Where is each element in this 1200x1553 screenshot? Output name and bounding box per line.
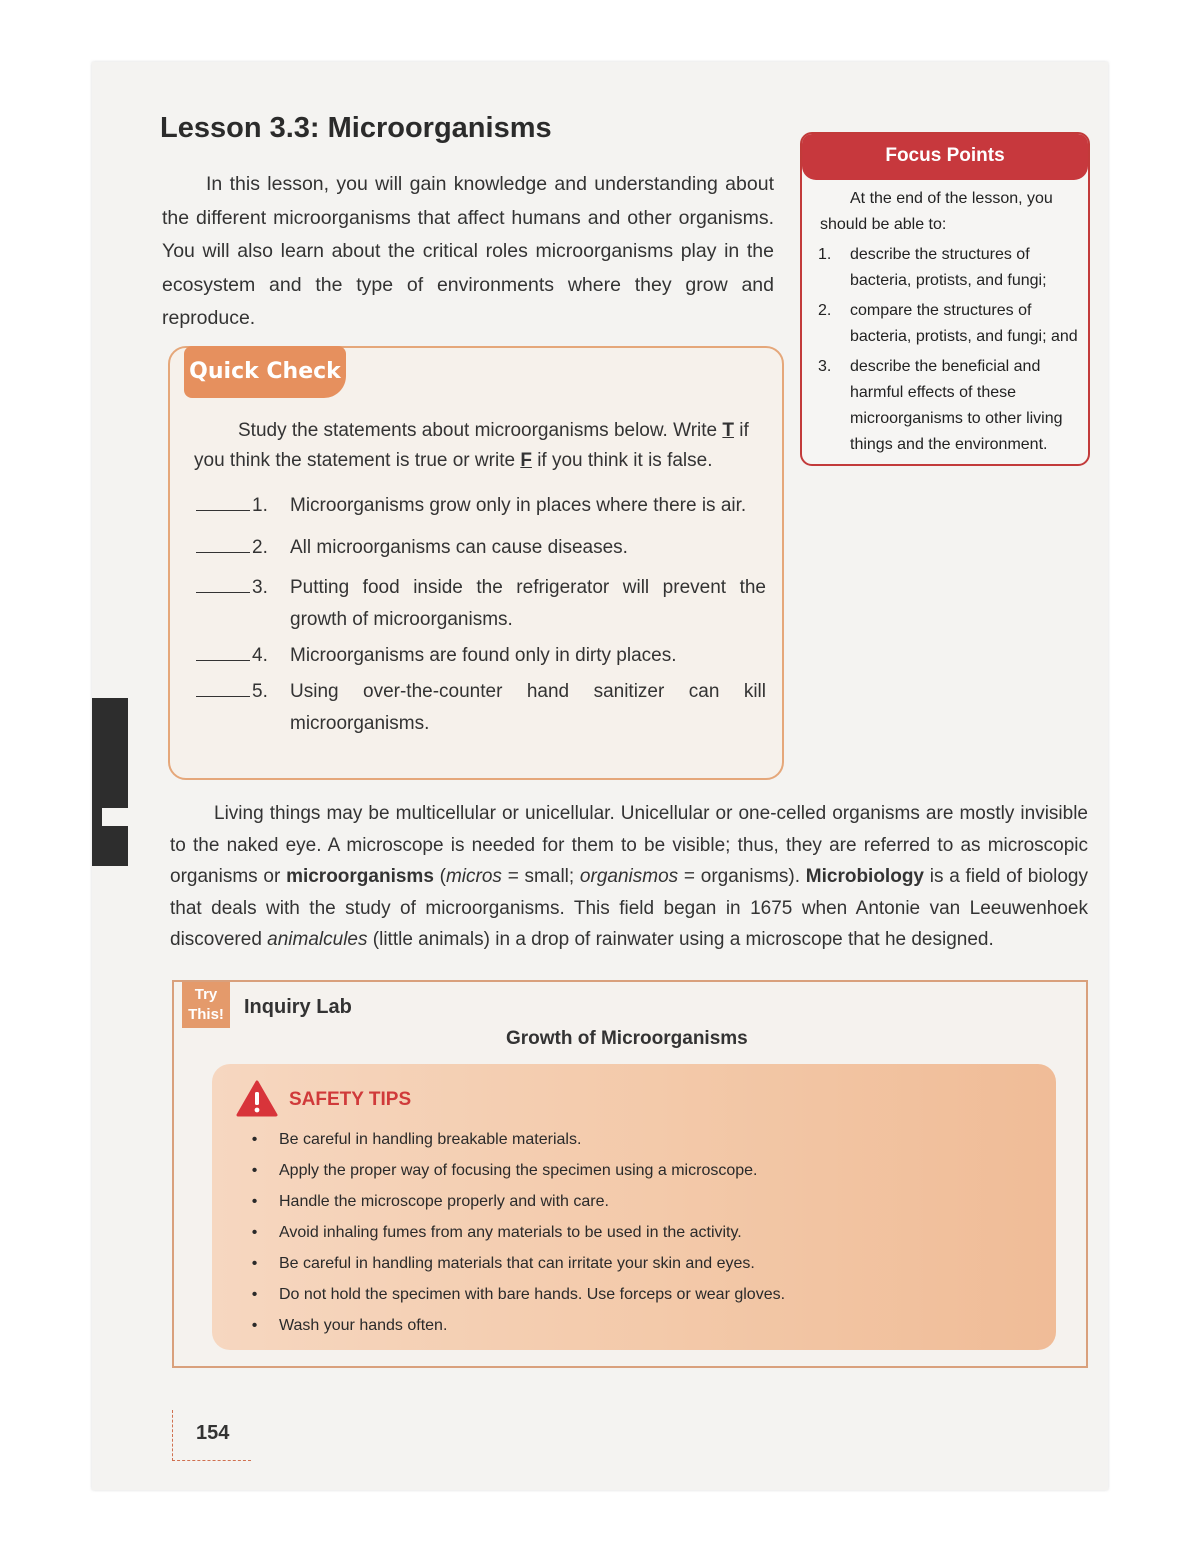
body-text: = organisms). [678,866,806,887]
answer-blank[interactable] [196,572,250,593]
safety-tip-item [230,1217,785,1248]
focus-points-box [800,132,1090,466]
answer-blank[interactable] [196,532,250,553]
safety-tip-text: Apply the proper way of focusing the specimen using a microscope. [279,1162,758,1179]
safety-tip-text: Be careful in handling breakable materials. [279,1131,582,1148]
instr-text: if you think it is false. [531,450,713,471]
try-this-line: Try [194,986,218,1003]
focus-points-intro: At the end of the lesson, you should be able to: [820,190,1053,233]
body-text: is a field of biology that deals with the study of microorganisms. This field began in 1675 when Antonie van Leeuwenhoek discovered [170,866,1088,950]
item-text: All microorganisms can cause diseases. [290,537,628,558]
quick-check-list [196,490,766,740]
answer-blank[interactable] [196,676,250,697]
instr-text: Study the statements about microorganisms below. Write [238,420,723,441]
bullet: • [251,1193,258,1210]
quick-check-box [168,346,784,780]
page-number: 154 [196,1422,230,1444]
body-paragraph [170,798,1088,956]
focus-point-number: 3. [818,358,832,375]
safety-tip-item [230,1155,785,1186]
term-microorganisms: microorganisms [286,866,434,887]
quick-check-item [196,490,766,522]
term-microbiology: Microbiology [805,866,924,887]
intro-paragraph: In this lesson, you will gain knowledge and understanding about the different microorganisms that affect humans and other organisms. You will also learn about the critical roles microorganisms play in the ecosystem and the type of environments where they grow and reproduce. [162,173,774,329]
term-micros: micros [445,866,502,887]
item-text: Microorganisms grow only in places where there is air. [290,495,747,516]
safety-tips-title: SAFETY TIPS [289,1089,412,1110]
focus-point-item [818,354,1078,458]
answer-blank[interactable] [196,640,250,661]
item-number: 3. [252,577,268,598]
focus-points-title: Focus Points [802,134,1088,180]
bullet: • [251,1317,258,1334]
item-number: 4. [252,645,268,666]
inquiry-lab-title: Inquiry Lab [244,996,352,1018]
quick-check-item [196,676,766,740]
instr-false-letter: F [520,450,532,471]
focus-points-list [802,242,1088,458]
item-text: Putting food inside the refrigerator will prevent the growth of microorganisms. [290,577,766,630]
body-text: = small; [501,866,580,887]
quick-check-item [196,532,766,564]
item-text: Using over-the-counter hand sanitizer can kill microorganisms. [290,681,766,734]
safety-tip-item [230,1186,785,1217]
item-text: Microorganisms are found only in dirty places. [290,645,677,666]
bullet: • [251,1255,258,1272]
focus-point-item [818,298,1078,350]
safety-tip-item [230,1124,785,1155]
quick-check-item [196,640,766,672]
focus-point-number: 2. [818,302,832,319]
lesson-title: Lesson 3.3: Microorganisms [160,112,552,144]
safety-tip-item [230,1310,785,1341]
answer-blank[interactable] [196,490,250,511]
item-number: 1. [252,495,268,516]
focus-point-item [818,242,1078,294]
term-organismos: organismos [579,866,679,887]
safety-tip-text: Be careful in handling materials that can irritate your skin and eyes. [279,1255,755,1272]
term-animalcules: animalcules [267,929,368,950]
bullet: • [251,1286,258,1303]
body-text: (little animals) in a drop of rainwater using a microscope that he designed. [367,929,994,950]
instr-true-letter: T [722,420,734,441]
try-this-badge [182,982,230,1028]
instr-text: if you think the statement is true or write [194,420,749,471]
binder-clip [92,698,128,866]
body-text: ( [433,866,446,887]
focus-point-text: compare the structures of bacteria, protists, and fungi; and [850,302,1078,345]
focus-point-text: describe the structures of bacteria, protists, and fungi; [850,246,1047,289]
bullet: • [251,1131,258,1148]
try-this-line: This! [188,1006,224,1023]
warning-icon [236,1080,278,1118]
item-number: 5. [252,681,268,702]
quick-check-item [196,572,766,636]
item-number: 2. [252,537,268,558]
safety-tip-item [230,1248,785,1279]
focus-point-number: 1. [818,246,832,263]
safety-tip-text: Wash your hands often. [279,1317,448,1334]
body-text: Living things may be multicellular or unicellular. Unicellular or one-celled organisms are mostly invisible to the naked eye. A microscope is needed for them to be visible; thus, they are referred to as microscopic organisms or [170,803,1088,887]
bullet: • [251,1224,258,1241]
quick-check-instructions [194,416,762,476]
safety-tip-text: Handle the microscope properly and with care. [279,1193,609,1210]
focus-point-text: describe the beneficial and harmful effects of these microorganisms to other living things and the environment. [850,358,1063,453]
safety-tip-text: Avoid inhaling fumes from any materials to be used in the activity. [279,1224,742,1241]
safety-tip-item [230,1279,785,1310]
bullet: • [251,1162,258,1179]
safety-tip-text: Do not hold the specimen with bare hands. Use forceps or wear gloves. [279,1286,786,1303]
quick-check-badge: Quick Check [184,346,346,398]
inquiry-lab-subtitle: Growth of Microorganisms [506,1028,748,1049]
safety-tips-list [230,1124,785,1341]
